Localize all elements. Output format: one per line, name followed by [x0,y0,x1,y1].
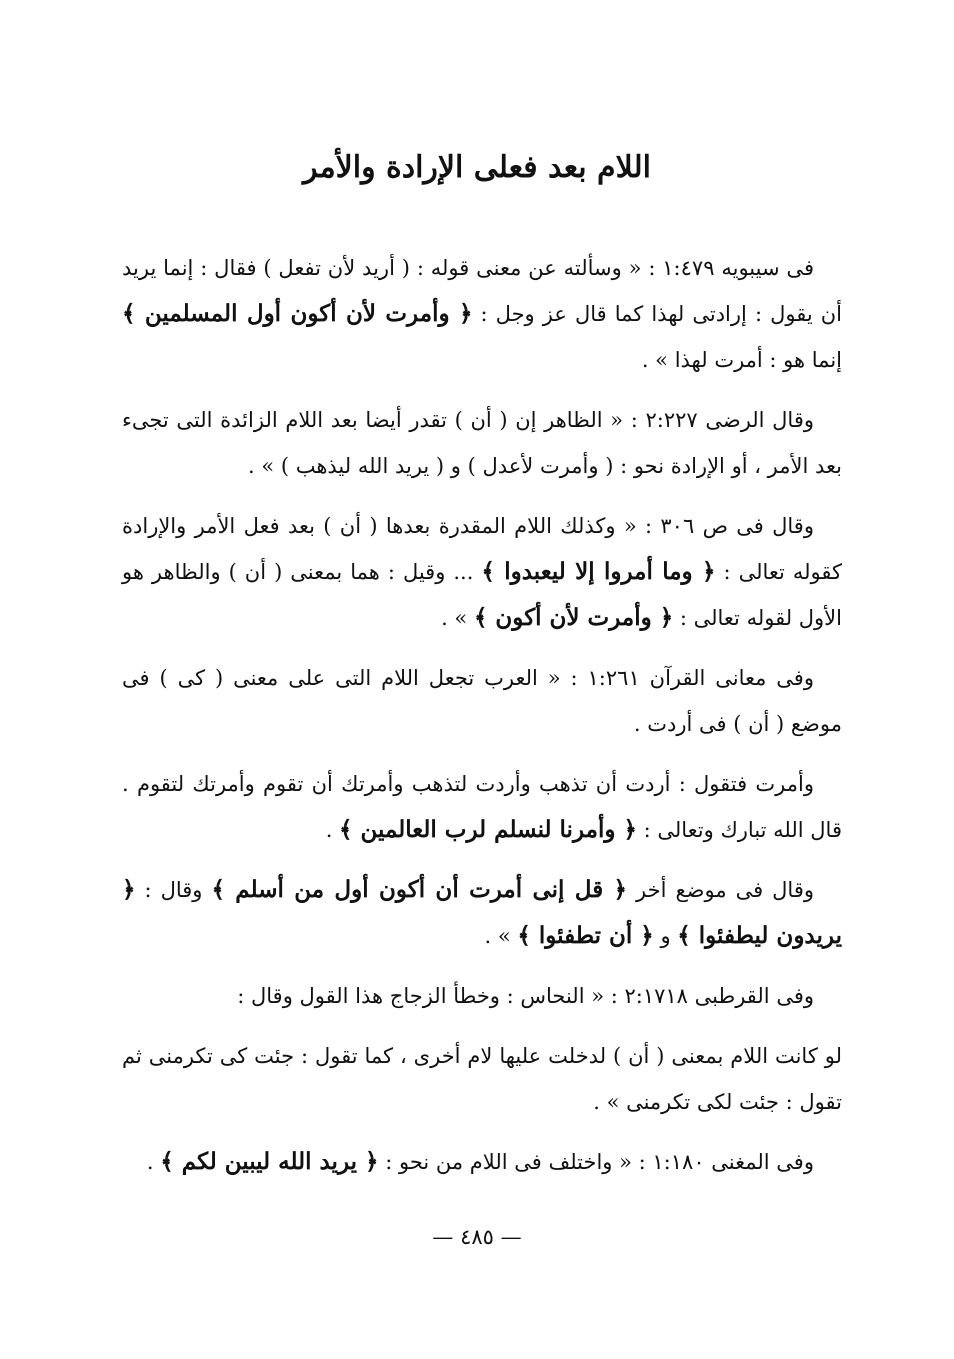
quran-quote: ﴿ أن تطفئوا ﴾ [517,922,654,949]
page-number: — ٤٨٥ — [432,1225,522,1249]
paragraph [122,1033,842,1125]
quran-quote: ﴿ وأمرنا لنسلم لرب العالمين ﴾ [339,816,637,843]
quran-quote: ﴿ وأمرت لأن أكون ﴾ [473,604,674,631]
page-body [122,245,842,1199]
paragraph-text: وفى معانى القرآن ١:٢٦١ : « العرب تجعل اللام التى على معنى ( كى ) فى موضع ( أن ) فى أردت . [122,666,842,736]
paragraph [122,867,842,959]
paragraph-text: » . [484,924,518,948]
paragraph-text: لو كانت اللام بمعنى ( أن ) لدخلت عليها لام أخرى ، كما تقول : جئت كى تكرمنى ثم تقول : جئت لكى تكرمنى » . [122,1044,842,1114]
quran-quote: ﴿ وما أمروا إلا ليعبدوا ﴾ [481,558,716,585]
paragraph-text: . [325,818,340,842]
paragraph-text: وفى القرطبى ٢:١٧١٨ : « النحاس : وخطأ الزجاج هذا القول وقال : [237,984,814,1008]
paragraph [122,761,842,853]
paragraph [122,655,842,747]
paragraph-text: وقال فى موضع أخر [627,878,814,902]
paragraph-text: وقال : [135,878,212,902]
quran-quote: ﴿ يريدون ليطفئوا ﴾ [122,876,842,949]
paragraph [122,245,842,383]
paragraph [122,1139,842,1185]
paragraph [122,397,842,489]
paragraph-text: و [653,924,678,948]
paragraph [122,503,842,641]
chapter-title: اللام بعد فعلى الإرادة والأمر [303,150,651,185]
quran-quote: ﴿ قل إنى أمرت أن أكون أول من أسلم ﴾ [211,876,628,903]
paragraph-text: . [146,1150,161,1174]
paragraph-text: وأمرت فتقول : أردت أن تذهب وأردت لتذهب وأمرتك أن تقوم وأمرتك لتقوم . قال الله تبارك وتعالى : [122,772,842,842]
paragraph-text: ... وقيل : هما بمعنى ( أن ) والظاهر هو الأول لقوله تعالى : [122,560,842,630]
paragraph-text: وقال الرضى ٢:٢٢٧ : « الظاهر إن ( أن ) تقدر أيضا بعد اللام الزائدة التى تجىء بعد الأمر ، أو الإرادة نحو : ( وأمرت لأعدل ) و ( يريد الله ليذهب ) » . [122,408,842,478]
paragraph [122,973,842,1019]
paragraph-text: فى سيبويه ١:٤٧٩ : « وسألته عن معنى قوله : ( أريد لأن تفعل ) فقال : إنما يريد أن يقول : إرادتى لهذا كما قال عز وجل : [122,256,842,326]
paragraph-text: وفى المغنى ١:١٨٠ : « واختلف فى اللام من نحو : [378,1150,814,1174]
quran-quote: ﴿ وأمرت لأن أكون أول المسلمين ﴾ [122,300,473,327]
quran-quote: ﴿ يريد الله ليبين لكم ﴾ [160,1148,379,1175]
paragraph-text: وقال فى ص ٣٠٦ : « وكذلك اللام المقدرة بعدها ( أن ) بعد فعل الأمر والإرادة كقوله تعالى : [122,514,842,584]
paragraph-text: » . [441,606,474,630]
paragraph-text: إنما هو : أمرت لهذا » . [641,348,842,372]
